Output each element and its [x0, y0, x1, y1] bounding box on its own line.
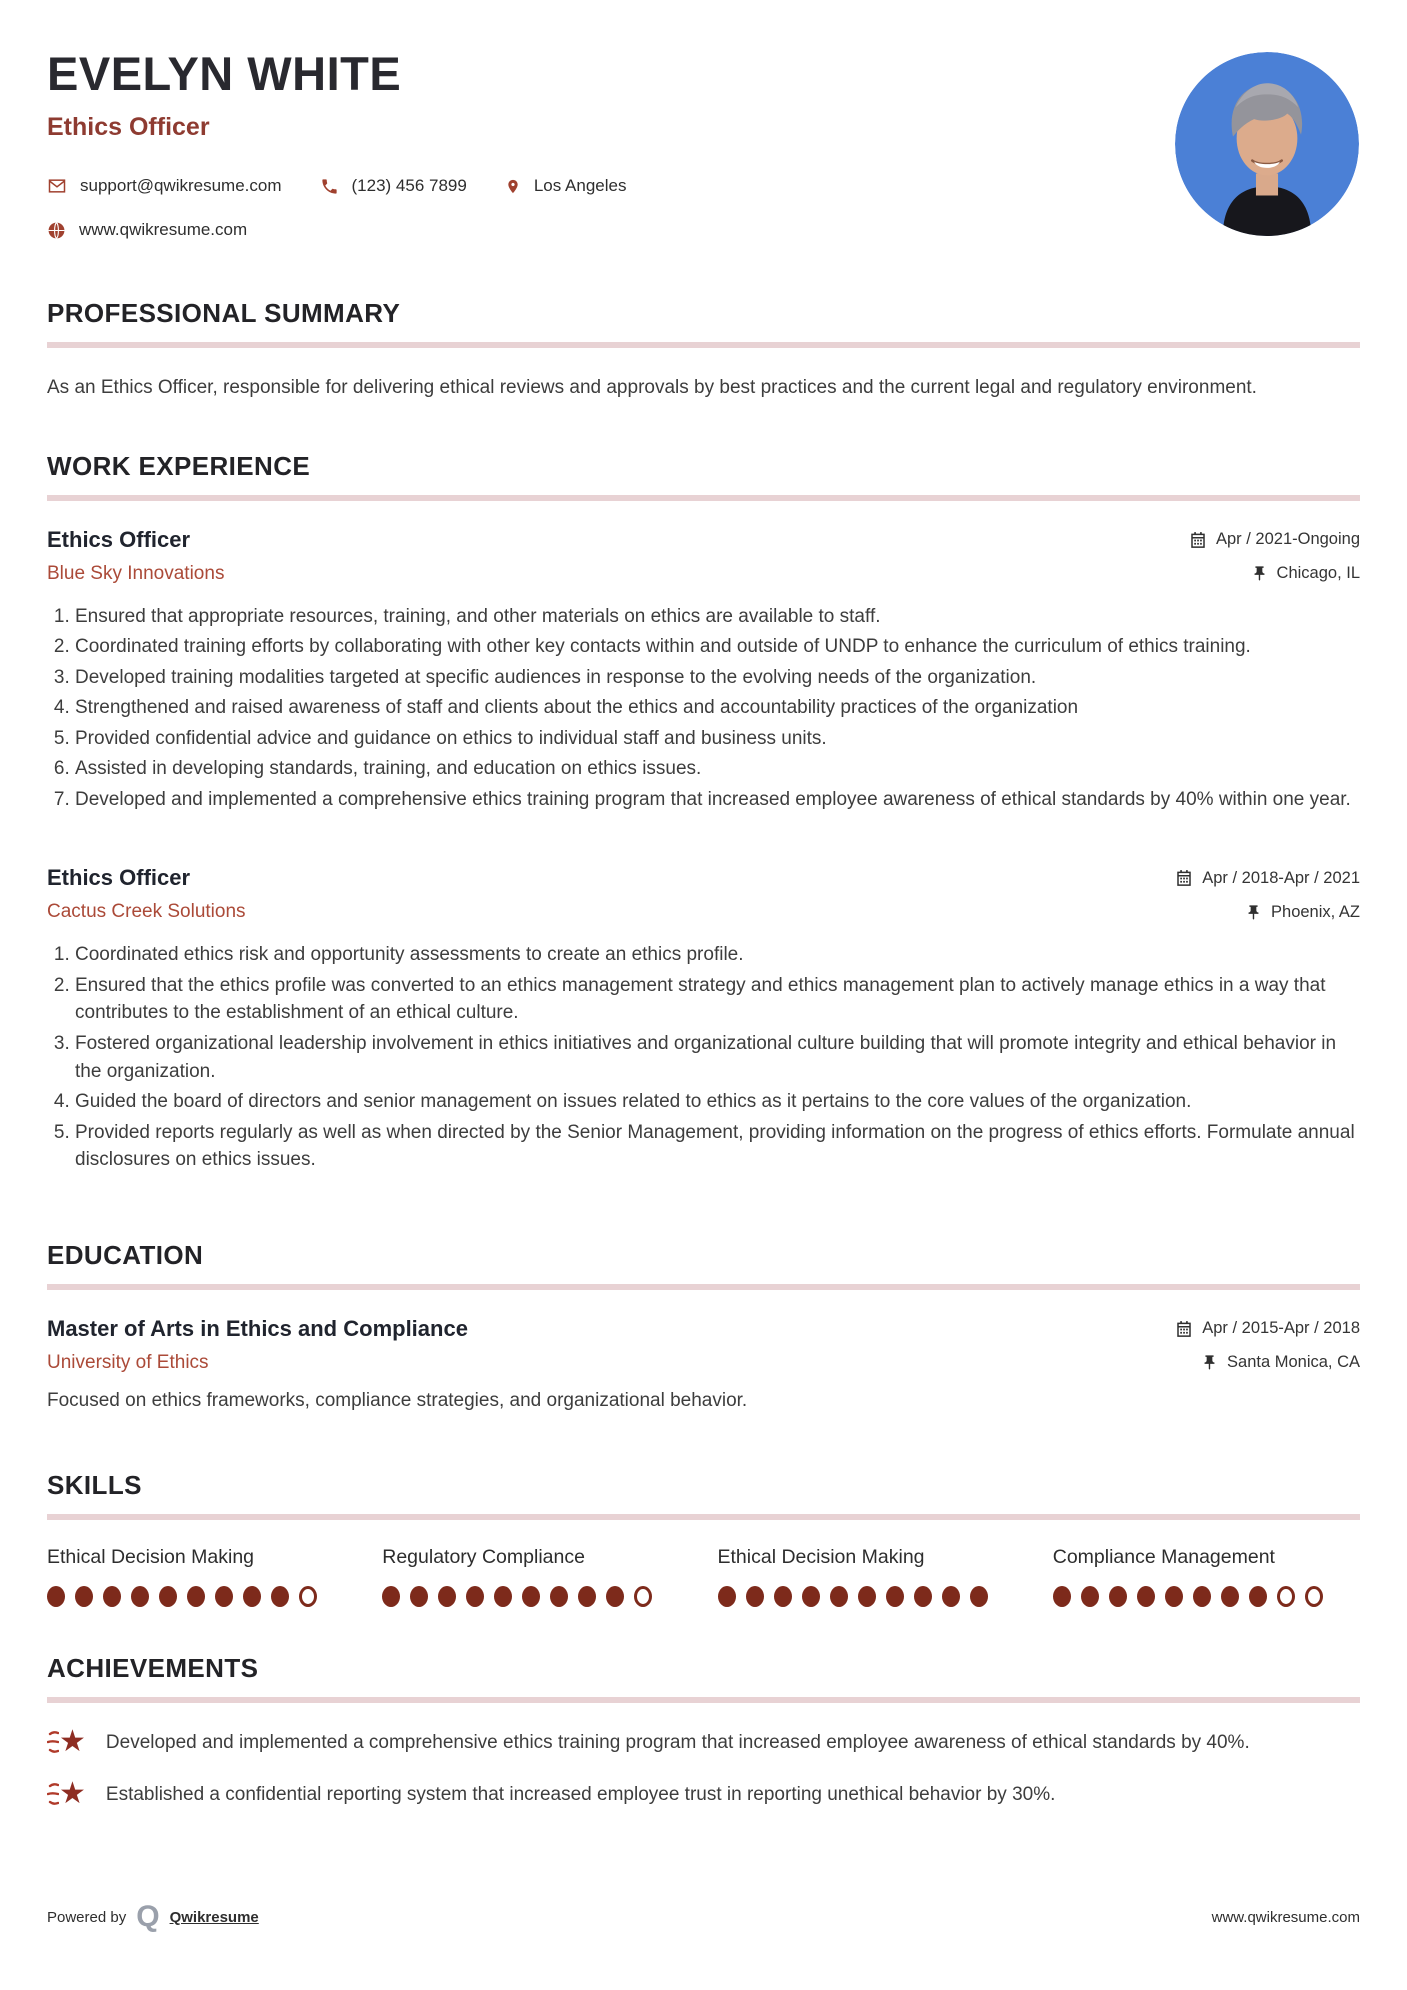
section-divider [47, 1284, 1360, 1290]
globe-icon [47, 221, 66, 240]
summary-text: As an Ethics Officer, responsible for delivering ethical reviews and approvals by best practices and the current legal and regulatory environment. [47, 377, 1257, 398]
rating-dot-filled [382, 1586, 400, 1607]
section-work [47, 451, 1360, 1174]
skill-rating [382, 1586, 689, 1607]
school-name: University of Ethics [47, 1351, 209, 1373]
job-location-text: Phoenix, AZ [1271, 902, 1360, 921]
job-title: Ethics Officer [47, 865, 191, 891]
pushpin-icon [1251, 565, 1268, 582]
job-bullet: 7. Developed and implemented a comprehensive ethics training program that increased employee awareness of ethical standards by 40% within one year. [75, 786, 1360, 814]
job-date-text: Apr / 2021-Ongoing [1215, 530, 1360, 548]
section-summary [47, 298, 1360, 403]
pushpin-icon [1201, 1354, 1218, 1371]
work-entry [47, 527, 1360, 814]
person-job-title: Ethics Officer [47, 113, 210, 141]
job-location [1251, 564, 1360, 583]
rating-dot-filled [47, 1586, 65, 1607]
rating-dot-filled [606, 1586, 624, 1607]
company-name: Blue Sky Innovations [47, 562, 225, 584]
rating-dot-filled [1249, 1586, 1267, 1607]
rating-dot-filled [550, 1586, 568, 1607]
footer-website-link[interactable]: www.qwikresume.com [1211, 1908, 1360, 1926]
section-achievements [47, 1653, 1360, 1810]
job-bullet: 1. Ensured that appropriate resources, training, and other materials on ethics are available to staff. [75, 603, 1360, 631]
skill-rating [47, 1586, 354, 1607]
rating-dot-empty [634, 1586, 652, 1607]
job-title: Ethics Officer [47, 526, 191, 552]
rating-dot-filled [774, 1586, 792, 1607]
resume-header [47, 46, 1360, 240]
rating-dot-filled [1165, 1586, 1183, 1607]
section-divider [47, 1697, 1360, 1703]
section-skills [47, 1470, 1360, 1607]
contact-row [47, 176, 1360, 196]
achievement-text: Developed and implemented a comprehensive ethics training program that increased employee awareness of ethical standards by 40%. [105, 1731, 1250, 1753]
work-entries [47, 527, 1360, 1174]
phone-item [320, 176, 467, 196]
profile-photo [1175, 52, 1359, 236]
entry-sub [47, 901, 1360, 923]
rating-dot-filled [970, 1586, 988, 1607]
skill-item [382, 1546, 689, 1607]
rating-dot-filled [1193, 1586, 1211, 1607]
rating-dot-empty [1277, 1586, 1295, 1607]
rating-dot-filled [718, 1586, 736, 1607]
rating-dot-filled [578, 1586, 596, 1607]
rating-dot-filled [1081, 1586, 1099, 1607]
job-bullet: 5. Provided reports regularly as well as when directed by the Senior Management, providing information on the progress of ethics efforts. Formulate annual disclosures on ethics issues. [75, 1119, 1360, 1174]
skill-item [718, 1546, 1025, 1607]
job-bullet: 5. Provided confidential advice and guidance on ethics to individual staff and business units. [75, 725, 1360, 753]
rating-dot-filled [858, 1586, 876, 1607]
skill-item [47, 1546, 354, 1607]
rating-dot-filled [466, 1586, 484, 1607]
entry-sub [47, 563, 1360, 585]
company-name: Cactus Creek Solutions [47, 901, 246, 923]
phone-icon [320, 177, 339, 196]
job-bullet: 3. Fostered organizational leadership involvement in ethics initiatives and organizational culture building that will promote integrity and ethical behavior in the organization. [75, 1030, 1360, 1085]
rating-dot-filled [187, 1586, 205, 1607]
education-entry [47, 1316, 1360, 1412]
job-bullets [47, 603, 1360, 814]
skills-grid [47, 1546, 1360, 1607]
rating-dot-filled [271, 1586, 289, 1607]
rating-dot-filled [1053, 1586, 1071, 1607]
job-bullet: 6. Assisted in developing standards, training, and education on ethics issues. [75, 755, 1360, 783]
rating-dot-filled [886, 1586, 904, 1607]
skills-heading: SKILLS [47, 1469, 142, 1500]
achievement-items [47, 1724, 1360, 1811]
envelope-icon [47, 176, 67, 196]
calendar-icon [1175, 869, 1193, 887]
rating-dot-filled [159, 1586, 177, 1607]
section-divider [47, 495, 1360, 501]
portrait-image [1175, 52, 1359, 236]
rating-dot-filled [103, 1586, 121, 1607]
skill-rating [718, 1586, 1025, 1607]
calendar-icon [1175, 1320, 1193, 1338]
rating-dot-filled [410, 1586, 428, 1607]
job-bullet: 2. Ensured that the ethics profile was converted to an ethics management strategy and ethics management plan to actively manage ethics in a way that contributes to the establishment of an ethical culture. [75, 972, 1360, 1027]
rating-dot-filled [1109, 1586, 1127, 1607]
location-text: Los Angeles [533, 176, 627, 195]
work-entry [47, 865, 1360, 1173]
work-heading: WORK EXPERIENCE [47, 450, 311, 481]
job-date [1175, 869, 1360, 888]
phone-text: (123) 456 7899 [351, 176, 467, 195]
education-date-badge [1175, 1319, 1360, 1338]
job-date-text: Apr / 2018-Apr / 2021 [1202, 868, 1360, 887]
job-bullets [47, 941, 1360, 1173]
rating-dot-filled [1137, 1586, 1155, 1607]
award-star-icon: ★ [47, 1779, 86, 1809]
page-footer [47, 1902, 1360, 1932]
rating-dot-empty [1305, 1586, 1323, 1607]
rating-dot-filled [494, 1586, 512, 1607]
skill-label: Compliance Management [1052, 1545, 1275, 1568]
rating-dot-filled [215, 1586, 233, 1607]
achievement-item [47, 1777, 1347, 1811]
entry-head [47, 527, 1360, 553]
skill-item [1053, 1546, 1360, 1607]
location-item [505, 176, 627, 196]
job-bullet: 4. Strengthened and raised awareness of staff and clients about the ethics and accountability practices of the organization [75, 694, 1360, 722]
rating-dot-filled [830, 1586, 848, 1607]
entry-head [47, 865, 1360, 891]
job-location [1245, 903, 1360, 922]
education-location-badge [1201, 1353, 1360, 1372]
degree-title: Master of Arts in Ethics and Compliance [47, 1315, 468, 1341]
skill-label: Regulatory Compliance [382, 1545, 585, 1568]
section-divider [47, 342, 1360, 348]
rating-dot-empty [299, 1586, 317, 1607]
email-item[interactable] [47, 176, 282, 196]
job-date [1189, 530, 1360, 549]
pushpin-icon [1245, 904, 1262, 921]
rating-dot-filled [1221, 1586, 1239, 1607]
achievements-heading: ACHIEVEMENTS [47, 1652, 259, 1683]
rating-dot-filled [746, 1586, 764, 1607]
brand-link[interactable]: Qwikresume [169, 1908, 259, 1926]
award-star-icon: ★ [47, 1727, 86, 1757]
rating-dot-filled [438, 1586, 456, 1607]
calendar-icon [1189, 531, 1207, 549]
education-heading: EDUCATION [47, 1239, 204, 1270]
skill-label: Ethical Decision Making [717, 1545, 925, 1568]
q-logo: Q [136, 1900, 160, 1933]
education-description: Focused on ethics frameworks, compliance strategies, and organizational behavior. [47, 1389, 748, 1411]
rating-dot-filled [914, 1586, 932, 1607]
job-bullet: 2. Coordinated training efforts by collaborating with other key contacts within and outside of UNDP to enhance the curriculum of ethics training. [75, 633, 1360, 661]
achievement-item [47, 1724, 1347, 1758]
rating-dot-filled [522, 1586, 540, 1607]
skill-rating [1053, 1586, 1360, 1607]
rating-dot-filled [802, 1586, 820, 1607]
rating-dot-filled [243, 1586, 261, 1607]
job-bullet: 3. Developed training modalities targeted at specific audiences in response to the evolving needs of the organization. [75, 664, 1360, 692]
rating-dot-filled [75, 1586, 93, 1607]
job-location-text: Chicago, IL [1276, 564, 1360, 582]
footer-branding [47, 1902, 259, 1932]
section-divider [47, 1514, 1360, 1520]
achievement-text: Established a confidential reporting system that increased employee trust in reporting unethical behavior by 30%. [105, 1784, 1056, 1806]
education-location: Santa Monica, CA [1227, 1353, 1360, 1372]
website-text: www.qwikresume.com [79, 220, 248, 239]
summary-heading: PROFESSIONAL SUMMARY [47, 298, 401, 328]
job-bullet: 4. Guided the board of directors and senior management on issues related to ethics as it pertains to the core values of the organization. [75, 1088, 1360, 1116]
website-item[interactable] [47, 220, 247, 240]
education-date: Apr / 2015-Apr / 2018 [1202, 1319, 1360, 1338]
email-text: support@qwikresume.com [80, 176, 282, 195]
map-pin-icon [505, 177, 521, 196]
job-bullet: 1. Coordinated ethics risk and opportunity assessments to create an ethics profile. [75, 941, 1360, 969]
skill-label: Ethical Decision Making [47, 1545, 255, 1568]
section-education [47, 1240, 1360, 1412]
contact-row-2 [47, 220, 1360, 240]
rating-dot-filled [942, 1586, 960, 1607]
person-name: EVELYN WHITE [47, 47, 402, 100]
powered-by-label: Powered by [47, 1908, 127, 1926]
rating-dot-filled [131, 1586, 149, 1607]
